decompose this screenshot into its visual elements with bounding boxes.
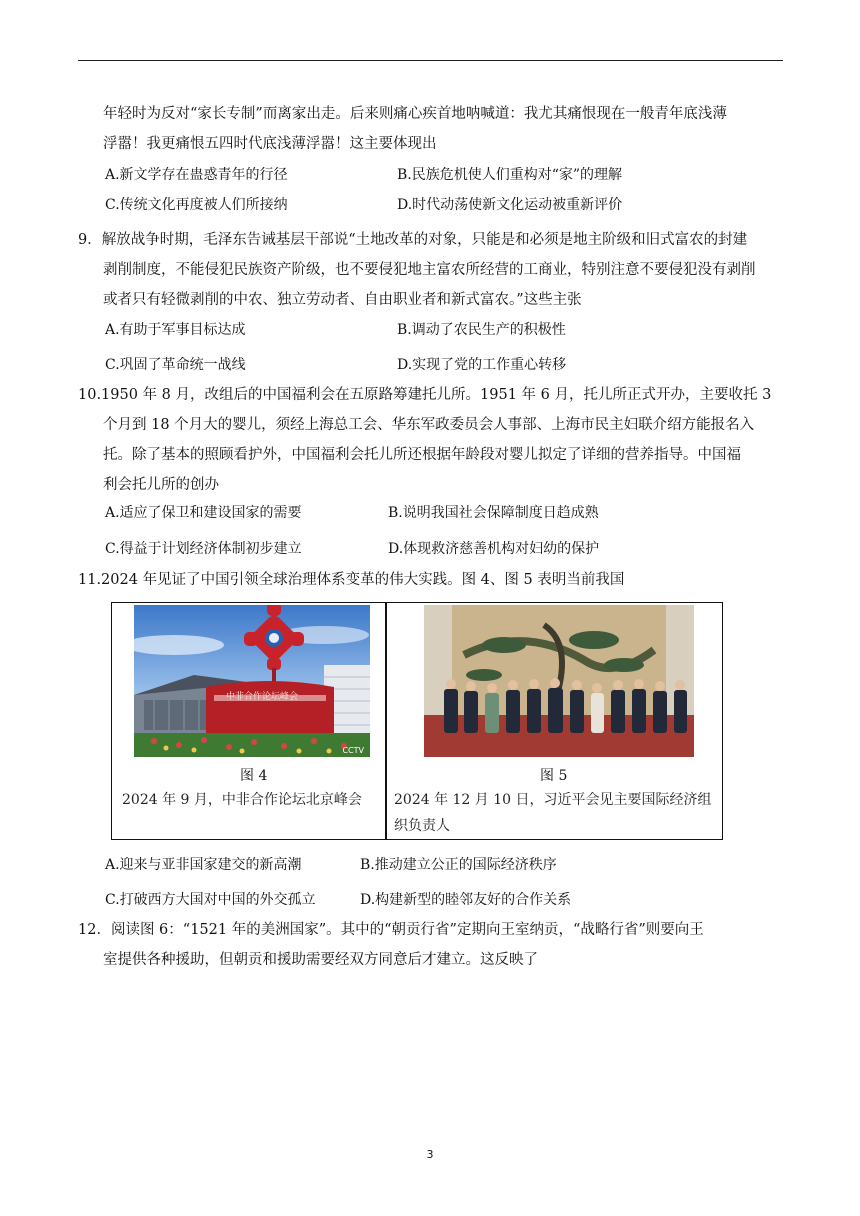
figure-4-sign-text: 中非合作论坛峰会 bbox=[226, 692, 299, 702]
q9-option-d[interactable]: D.实现了党的工作重心转移 bbox=[397, 357, 567, 373]
q11-option-a[interactable]: A.迎来与亚非国家建交的新高潮 bbox=[105, 857, 302, 873]
q8-option-a[interactable]: A.新文学存在蛊惑青年的行径 bbox=[105, 167, 288, 183]
figures-divider bbox=[385, 603, 387, 839]
figure-5-photo bbox=[424, 605, 694, 757]
q8-option-d[interactable]: D.时代动荡使新文化运动被重新评价 bbox=[397, 197, 623, 213]
figure-5-caption: 2024 年 12 月 10 日，习近平会见主要国际经济组织负责人 bbox=[394, 792, 712, 834]
q12-text-line-1: 12．阅读图 6：“1521 年的美洲国家”。其中的“朝贡行省”定期向王室纳贡，“战略行省”则要向王 bbox=[78, 922, 704, 938]
q8-option-c[interactable]: C.传统文化再度被人们所接纳 bbox=[105, 197, 288, 213]
q10-option-a[interactable]: A.适应了保卫和建设国家的需要 bbox=[105, 505, 302, 521]
q9-option-b[interactable]: B.调动了农民生产的积极性 bbox=[397, 322, 566, 338]
q11-option-c[interactable]: C.打破西方大国对中国的外交孤立 bbox=[105, 892, 316, 908]
q10-text-line-4: 利会托儿所的创办 bbox=[103, 477, 219, 493]
q10-text-line-3: 托。除了基本的照顾看护外，中国福利会托儿所还根据年龄段对婴儿拟定了详细的营养指导。中国福 bbox=[103, 447, 741, 463]
figure-4-watermark: CCTV bbox=[342, 746, 364, 755]
figure-4-photo bbox=[134, 605, 370, 757]
q8-option-b[interactable]: B.民族危机使人们重构对“家”的理解 bbox=[397, 167, 623, 183]
figure-5-title: 图 5 bbox=[540, 768, 568, 784]
q10-option-c[interactable]: C.得益于计划经济体制初步建立 bbox=[105, 541, 302, 557]
q10-option-b[interactable]: B.说明我国社会保障制度日趋成熟 bbox=[388, 505, 599, 521]
q9-text-line-1: 9．解放战争时期，毛泽东告诫基层干部说“土地改革的对象，只能是和必须是地主阶级和旧式富农的封建 bbox=[78, 232, 748, 248]
figures-table bbox=[111, 602, 723, 840]
q10-text-line-1: 10.1950 年 8 月，改组后的中国福利会在五原路筹建托儿所。1951 年 6 月，托儿所正式开办，主要收托 3 bbox=[78, 387, 772, 403]
q8-text-line-1: 年轻时为反对“家长专制”而离家出走。后来则痛心疾首地呐喊道：我尤其痛恨现在一般青年底浅薄 bbox=[103, 106, 727, 122]
q12-text-line-2: 室提供各种援助，但朝贡和援助需要经双方同意后才建立。这反映了 bbox=[103, 952, 538, 968]
q11-option-b[interactable]: B.推动建立公正的国际经济秩序 bbox=[360, 857, 557, 873]
q11-text-line-1: 11.2024 年见证了中国引领全球治理体系变革的伟大实践。图 4、图 5 表明当前我国 bbox=[78, 572, 625, 588]
figure-4-caption: 2024 年 9 月，中非合作论坛北京峰会 bbox=[122, 792, 362, 808]
q10-text-line-2: 个月到 18 个月大的婴儿，须经上海总工会、华东军政委员会人事部、上海市民主妇联介绍方能报名入 bbox=[103, 417, 755, 433]
q8-text-line-2: 浮嚣！我更痛恨五四时代底浅薄浮嚣！这主要体现出 bbox=[103, 136, 437, 152]
q10-option-d[interactable]: D.体现救济慈善机构对妇幼的保护 bbox=[388, 541, 600, 557]
header-rule bbox=[78, 60, 783, 61]
q9-option-a[interactable]: A.有助于军事目标达成 bbox=[105, 322, 246, 338]
page-number: 3 bbox=[426, 1148, 434, 1161]
q9-text-line-3: 或者只有轻微剥削的中农、独立劳动者、自由职业者和新式富农。”这些主张 bbox=[103, 292, 582, 308]
q11-option-d[interactable]: D.构建新型的睦邻友好的合作关系 bbox=[360, 892, 572, 908]
q9-text-line-2: 剥削制度，不能侵犯民族资产阶级，也不要侵犯地主富农所经营的工商业，特别注意不要侵犯没有剥削 bbox=[103, 262, 756, 278]
q9-option-c[interactable]: C.巩固了革命统一战线 bbox=[105, 357, 246, 373]
figure-4-title: 图 4 bbox=[240, 768, 268, 784]
